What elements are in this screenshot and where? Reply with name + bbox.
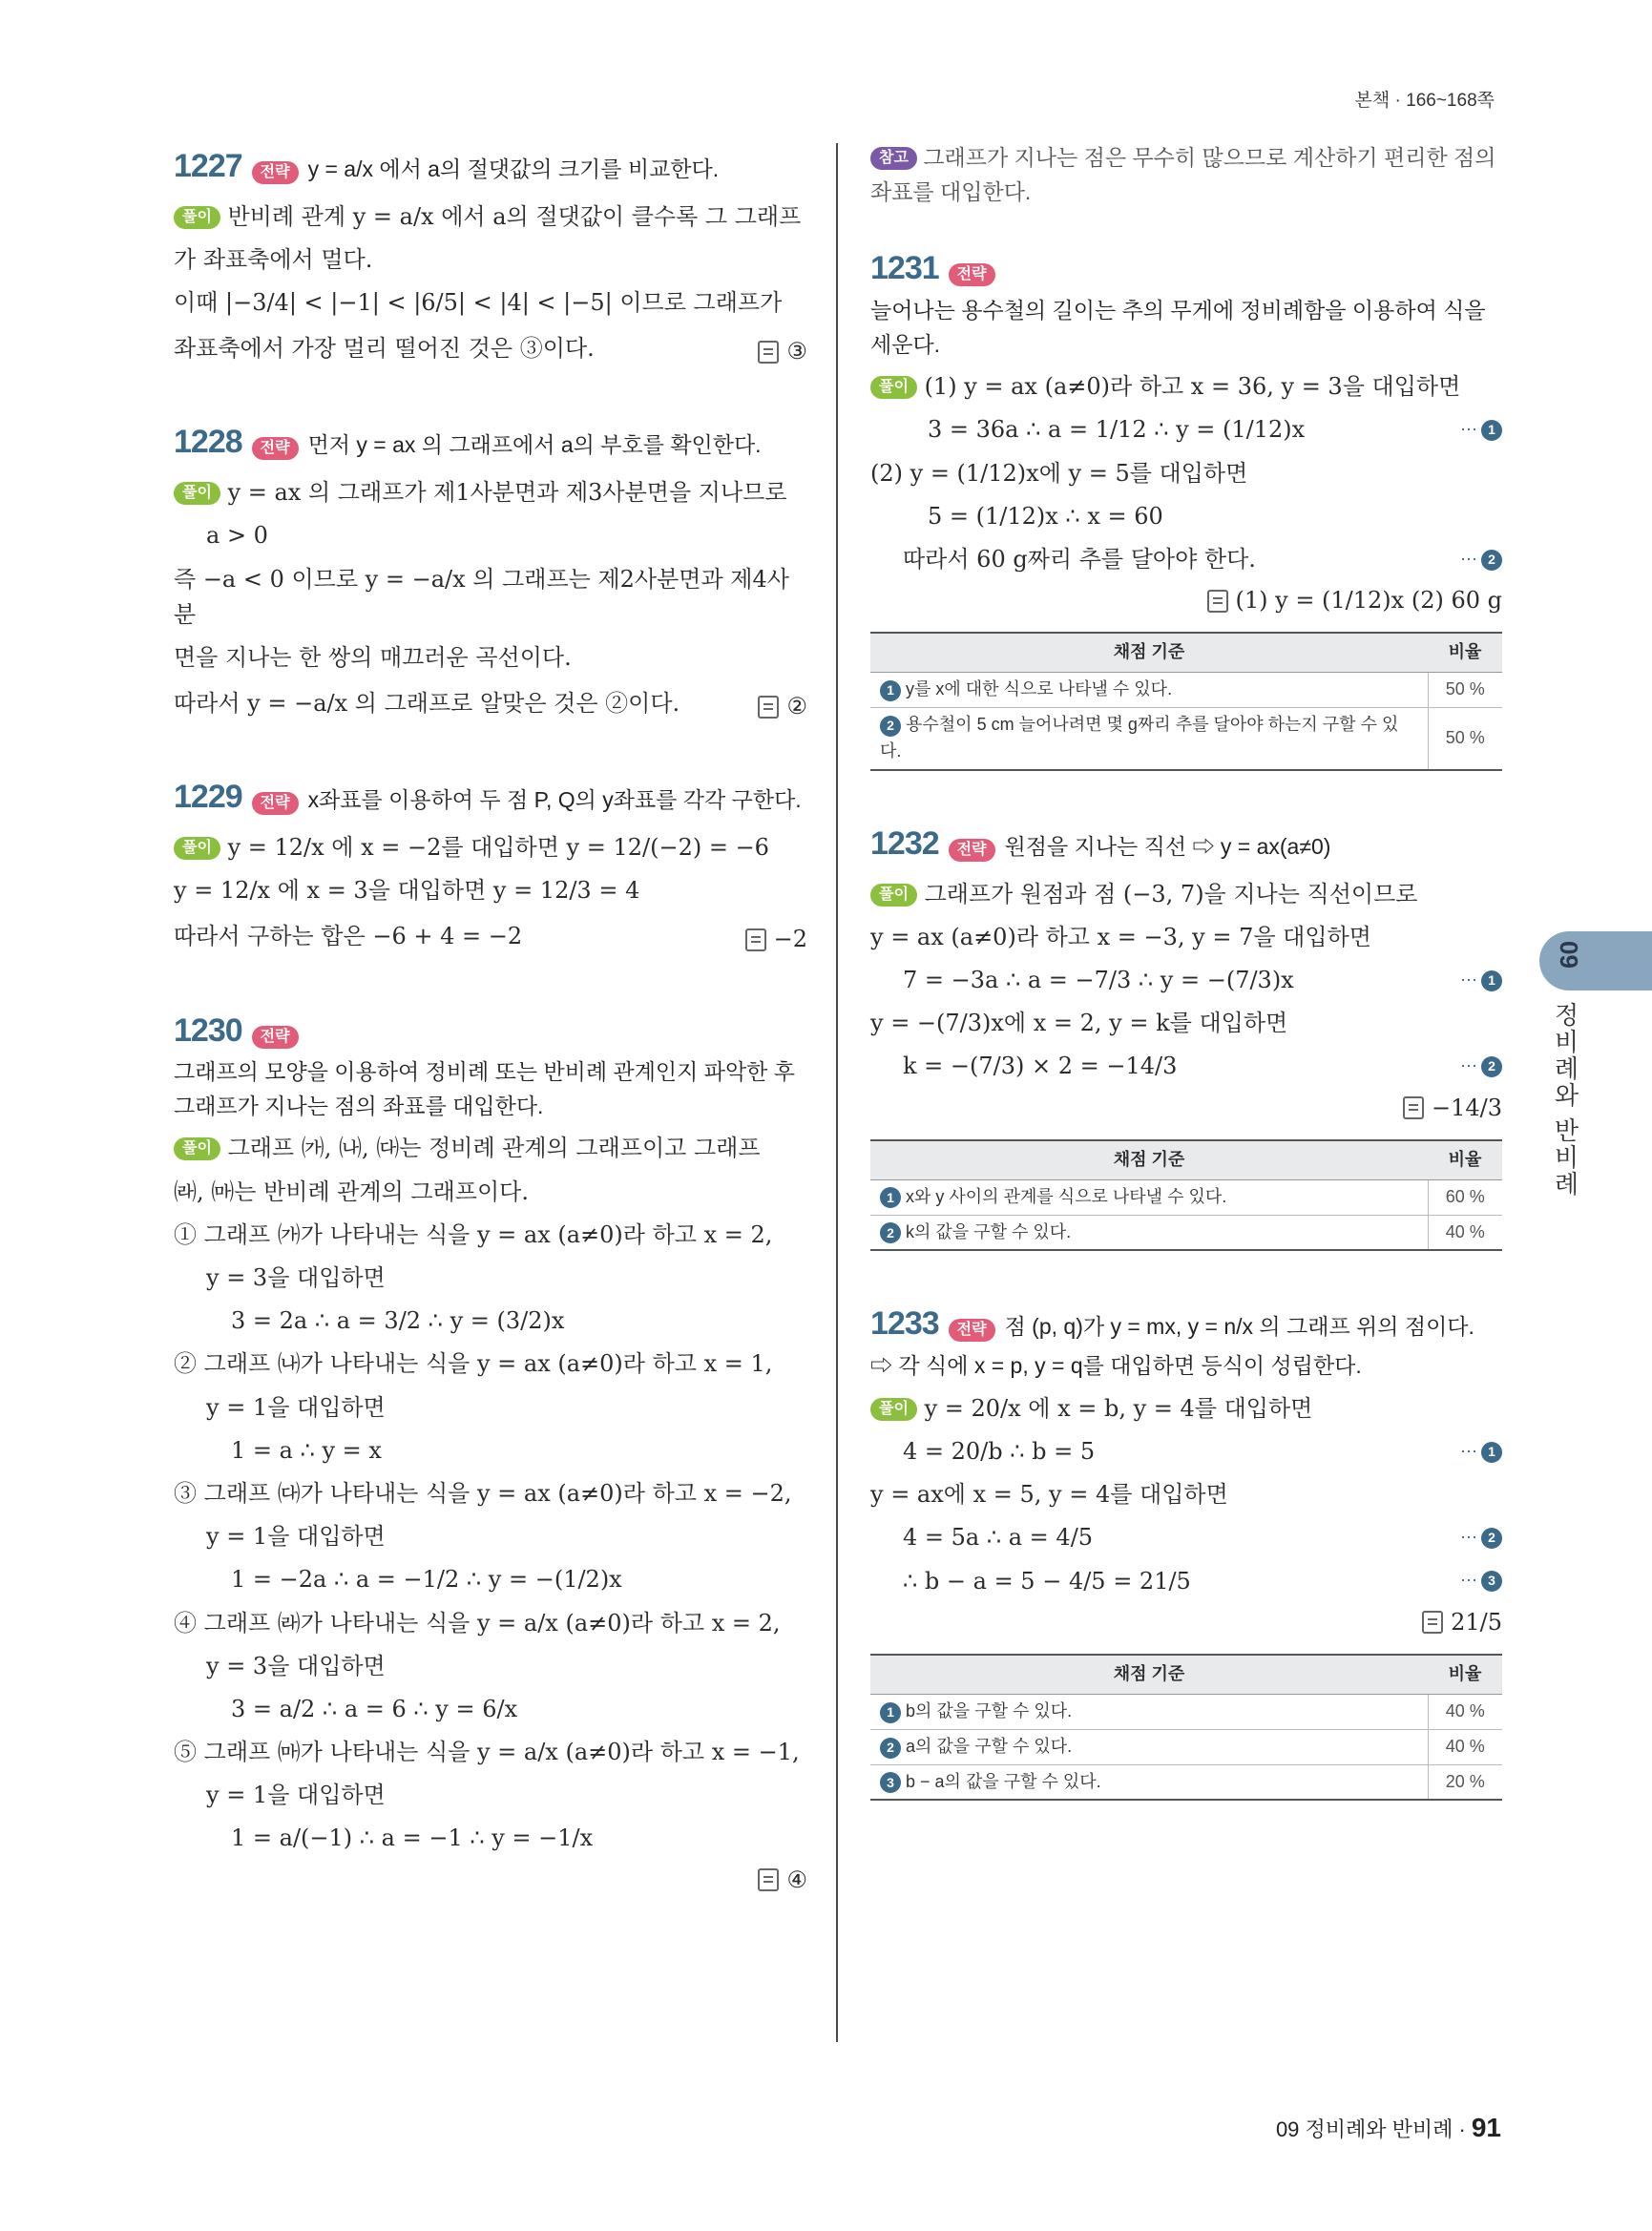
- page-reference: 본책 · 166~168쪽: [1354, 91, 1495, 111]
- grading-header-ratio: 비율: [1428, 1655, 1502, 1694]
- step-marker-2: ⋯ 2: [1460, 1525, 1502, 1552]
- solution-line: ② 그래프 ㈏가 나타내는 식을 y = ax (a≠0)라 하고 x = 1,: [174, 1350, 773, 1378]
- solution-line: y = 1을 대입하면: [206, 1523, 386, 1551]
- solution-line: y = ax 의 그래프가 제1사분면과 제3사분면을 지나므로: [227, 479, 787, 507]
- strategy-text: 점 (p, q)가 y = mx, y = n/x 의 그래프 위의 점이다.: [1004, 1314, 1474, 1340]
- problem-number: 1233: [870, 1305, 939, 1343]
- solution-line: y = 1을 대입하면: [206, 1393, 386, 1421]
- solution-tag: 풀이: [174, 1137, 220, 1160]
- grading-row: 1 x와 y 사이의 관계를 식으로 나타낼 수 있다. 60 %: [870, 1179, 1502, 1215]
- answer: −2: [745, 922, 807, 957]
- note-text: 그래프가 지나는 점은 무수히 많으므로 계산하기 편리한 점의 좌표를 대입한다.: [870, 145, 1496, 204]
- problem-number: 1228: [174, 424, 242, 461]
- strategy-text: 원점을 지나는 직선 ⇨ y = ax(a≠0): [1004, 833, 1331, 859]
- problem-number: 1229: [174, 779, 242, 816]
- answer-icon: [758, 1868, 779, 1891]
- column-divider: [836, 143, 838, 2042]
- strategy-text: 그래프의 모양을 이용하여 정비례 또는 반비례 관계인지 파악한 후 그래프가 지나는 점의 좌표를 대입한다.: [174, 1059, 796, 1118]
- equation-line: 3 = 2a ∴ a = 3/2 ∴ y = (3/2)x: [231, 1307, 565, 1335]
- solution-line: (2) y = (1/12)x에 y = 5를 대입하면: [870, 459, 1248, 487]
- equation-line: ∴ b − a = 5 − 4/5 = 21/5: [903, 1567, 1191, 1595]
- problem-1227: [174, 141, 807, 369]
- solution-line: 면을 지나는 한 쌍의 매끄러운 곡선이다.: [174, 643, 572, 671]
- strategy-text: y = a/x 에서 a의 절댓값의 크기를 비교한다.: [307, 156, 720, 181]
- solution-tag: 풀이: [870, 376, 917, 399]
- solution-line: (1) y = ax (a≠0)라 하고 x = 36, y = 3을 대입하면: [924, 373, 1461, 401]
- problem-number: 1232: [870, 824, 939, 862]
- step-marker-2: ⋯ 2: [1460, 1053, 1502, 1080]
- answer: ④: [174, 1863, 807, 1898]
- solution-line: y = 3을 대입하면: [206, 1652, 386, 1679]
- answer-icon: [758, 341, 779, 364]
- problem-number: 1227: [174, 148, 242, 184]
- solution-line: 따라서 y = −a/x 의 그래프로 알맞은 것은 ②이다.: [174, 690, 680, 718]
- answer: 21/5: [870, 1605, 1502, 1640]
- grading-header-criteria: 채점 기준: [870, 1140, 1428, 1179]
- strategy-text-2: ⇨ 각 식에 x = p, y = q를 대입하면 등식이 성립한다.: [870, 1353, 1362, 1379]
- equation-line: 3 = a/2 ∴ a = 6 ∴ y = 6/x: [231, 1695, 518, 1722]
- solution-line: 그래프가 원점과 점 (−3, 7)을 지나는 직선이므로: [924, 880, 1418, 907]
- grading-table: [870, 1139, 1502, 1252]
- note-tag: 참고: [870, 147, 917, 170]
- grading-table: [870, 1654, 1502, 1802]
- solution-tag: 풀이: [174, 206, 220, 229]
- solution-line: y = ax (a≠0)라 하고 x = −3, y = 7을 대입하면: [870, 923, 1371, 950]
- equation-line: 7 = −3a ∴ a = −7/3 ∴ y = −(7/3)x: [903, 967, 1294, 993]
- answer: (1) y = (1/12)x (2) 60 g: [870, 583, 1502, 618]
- answer-icon: [745, 928, 766, 951]
- answer: ②: [758, 689, 807, 724]
- page-number: 91: [1471, 2113, 1501, 2142]
- solution-line: y = 3을 대입하면: [206, 1264, 386, 1292]
- strategy-text: x좌표를 이용하여 두 점 P, Q의 y좌표를 각각 구한다.: [307, 787, 802, 813]
- answer-icon: [1403, 1096, 1424, 1119]
- solution-tag: 풀이: [870, 884, 917, 907]
- solution-tag: 풀이: [174, 837, 220, 860]
- answer-icon: [1422, 1611, 1443, 1634]
- problem-1231: [870, 243, 1502, 771]
- step-marker-1: ⋯ 1: [1460, 417, 1502, 444]
- solution-line: ⑤ 그래프 ㈒가 나타내는 식을 y = a/x (a≠0)라 하고 x = −1,: [174, 1739, 800, 1766]
- strategy-tag: 전략: [949, 1319, 995, 1342]
- solution-line: 따라서 구하는 합은 −6 + 4 = −2: [174, 923, 523, 950]
- strategy-tag: 전략: [252, 437, 299, 460]
- equation-line: 1 = −2a ∴ a = −1/2 ∴ y = −(1/2)x: [231, 1566, 622, 1594]
- strategy-tag: 전략: [252, 161, 299, 184]
- solution-line: y = −(7/3)x에 x = 2, y = k를 대입하면: [870, 1010, 1288, 1037]
- strategy-tag: 전략: [949, 263, 995, 286]
- problem-1233: [870, 1299, 1502, 1801]
- solution-line: ① 그래프 ㈎가 나타내는 식을 y = ax (a≠0)라 하고 x = 2,: [174, 1220, 773, 1248]
- step-marker-1: ⋯ 1: [1460, 968, 1502, 994]
- solution-line: a > 0: [206, 522, 268, 550]
- solution-line: 가 좌표축에서 멀다.: [174, 245, 373, 273]
- solution-line: 즉 −a < 0 이므로 y = −a/x 의 그래프는 제2사분면과 제4사분: [174, 565, 789, 628]
- note-box: [870, 141, 1502, 209]
- equation-line: 4 = 5a ∴ a = 4/5: [903, 1524, 1094, 1552]
- solution-line: ④ 그래프 ㈑가 나타내는 식을 y = a/x (a≠0)라 하고 x = 2,: [174, 1609, 781, 1637]
- grading-row: 2 k의 값을 구할 수 있다. 40 %: [870, 1215, 1502, 1250]
- grading-table: [870, 632, 1502, 771]
- page-footer: [1276, 2113, 1501, 2143]
- solution-line: y = 12/x 에 x = −2를 대입하면 y = 12/(−2) = −6: [227, 833, 769, 861]
- equation-line: k = −(7/3) × 2 = −14/3: [903, 1053, 1178, 1080]
- footer-label: 09 정비례와 반비례 ·: [1275, 2117, 1466, 2141]
- grading-header-criteria: 채점 기준: [870, 1655, 1428, 1694]
- solution-line: 좌표축에서 가장 멀리 떨어진 것은 ③이다.: [174, 335, 595, 363]
- problem-number: 1230: [174, 1011, 242, 1049]
- solution-line: 그래프 ㈎, ㈏, ㈐는 정비례 관계의 그래프이고 그래프: [227, 1135, 761, 1162]
- strategy-tag: 전략: [252, 1026, 299, 1049]
- answer-icon: [1207, 590, 1228, 613]
- solution-line: y = 12/x 에 x = 3을 대입하면 y = 12/3 = 4: [174, 877, 640, 905]
- step-marker-2: ⋯ 2: [1460, 547, 1502, 573]
- strategy-text: 먼저 y = ax 의 그래프에서 a의 부호를 확인한다.: [307, 432, 762, 458]
- solution-line: y = 20/x 에 x = b, y = 4를 대입하면: [924, 1394, 1313, 1422]
- equation-line: 5 = (1/12)x ∴ x = 60: [928, 502, 1163, 530]
- solution-line: ③ 그래프 ㈐가 나타내는 식을 y = ax (a≠0)라 하고 x = −2,: [174, 1479, 792, 1507]
- solution-line: 반비례 관계 y = a/x 에서 a의 절댓값이 클수록 그 그래프: [227, 202, 802, 230]
- strategy-tag: 전략: [252, 792, 299, 815]
- solution-line: y = 1을 대입하면: [206, 1782, 386, 1809]
- solution-line: 이때 |−3/4| < |−1| < |6/5| < |4| < |−5| 이므로 그래프가: [174, 289, 783, 317]
- problem-1229: [174, 772, 807, 957]
- left-column: [174, 141, 807, 1946]
- grading-header-ratio: 비율: [1428, 633, 1502, 672]
- right-column: [870, 141, 1502, 1848]
- problem-number: 1231: [870, 250, 939, 287]
- grading-row: 2 용수철이 5 cm 늘어나려면 몇 g짜리 추를 달아야 하는지 구할 수 있다. 50 %: [870, 708, 1502, 770]
- equation-line: 3 = 36a ∴ a = 1/12 ∴ y = (1/12)x: [928, 416, 1306, 444]
- equation-line: 1 = a ∴ y = x: [231, 1436, 382, 1464]
- equation-line: 4 = 20/b ∴ b = 5: [903, 1437, 1096, 1465]
- answer: ③: [758, 334, 807, 369]
- chapter-title-side: 정비례와 반비례: [1551, 1002, 1579, 1199]
- problem-1230: [174, 1006, 807, 1898]
- grading-header-ratio: 비율: [1428, 1140, 1502, 1179]
- chapter-number: 09: [1555, 941, 1583, 969]
- solution-tag: 풀이: [174, 482, 220, 505]
- solution-line: 따라서 60 g짜리 추를 달아야 한다.: [903, 546, 1256, 573]
- grading-row: 1 y를 x에 대한 식으로 나타낼 수 있다. 50 %: [870, 673, 1502, 708]
- strategy-text: 늘어나는 용수철의 길이는 추의 무게에 정비례함을 이용하여 식을 세운다.: [870, 297, 1486, 357]
- solution-line: ㈑, ㈒는 반비례 관계의 그래프이다.: [174, 1178, 529, 1205]
- answer-icon: [758, 696, 779, 719]
- step-marker-1: ⋯ 1: [1460, 1439, 1502, 1466]
- step-marker-3: ⋯ 3: [1460, 1568, 1502, 1595]
- solution-tag: 풀이: [870, 1398, 917, 1421]
- equation-line: 1 = a/(−1) ∴ a = −1 ∴ y = −1/x: [231, 1824, 594, 1852]
- strategy-tag: 전략: [949, 839, 995, 862]
- solution-line: y = ax에 x = 5, y = 4를 대입하면: [870, 1481, 1228, 1509]
- grading-header-criteria: 채점 기준: [870, 633, 1428, 672]
- problem-1232: [870, 819, 1502, 1251]
- grading-row: 3 b − a의 값을 구할 수 있다. 20 %: [870, 1764, 1502, 1800]
- problem-1228: [174, 417, 807, 724]
- grading-row: 1 b의 값을 구할 수 있다. 40 %: [870, 1694, 1502, 1729]
- grading-row: 2 a의 값을 구할 수 있다. 40 %: [870, 1729, 1502, 1764]
- answer: −14/3: [870, 1091, 1502, 1126]
